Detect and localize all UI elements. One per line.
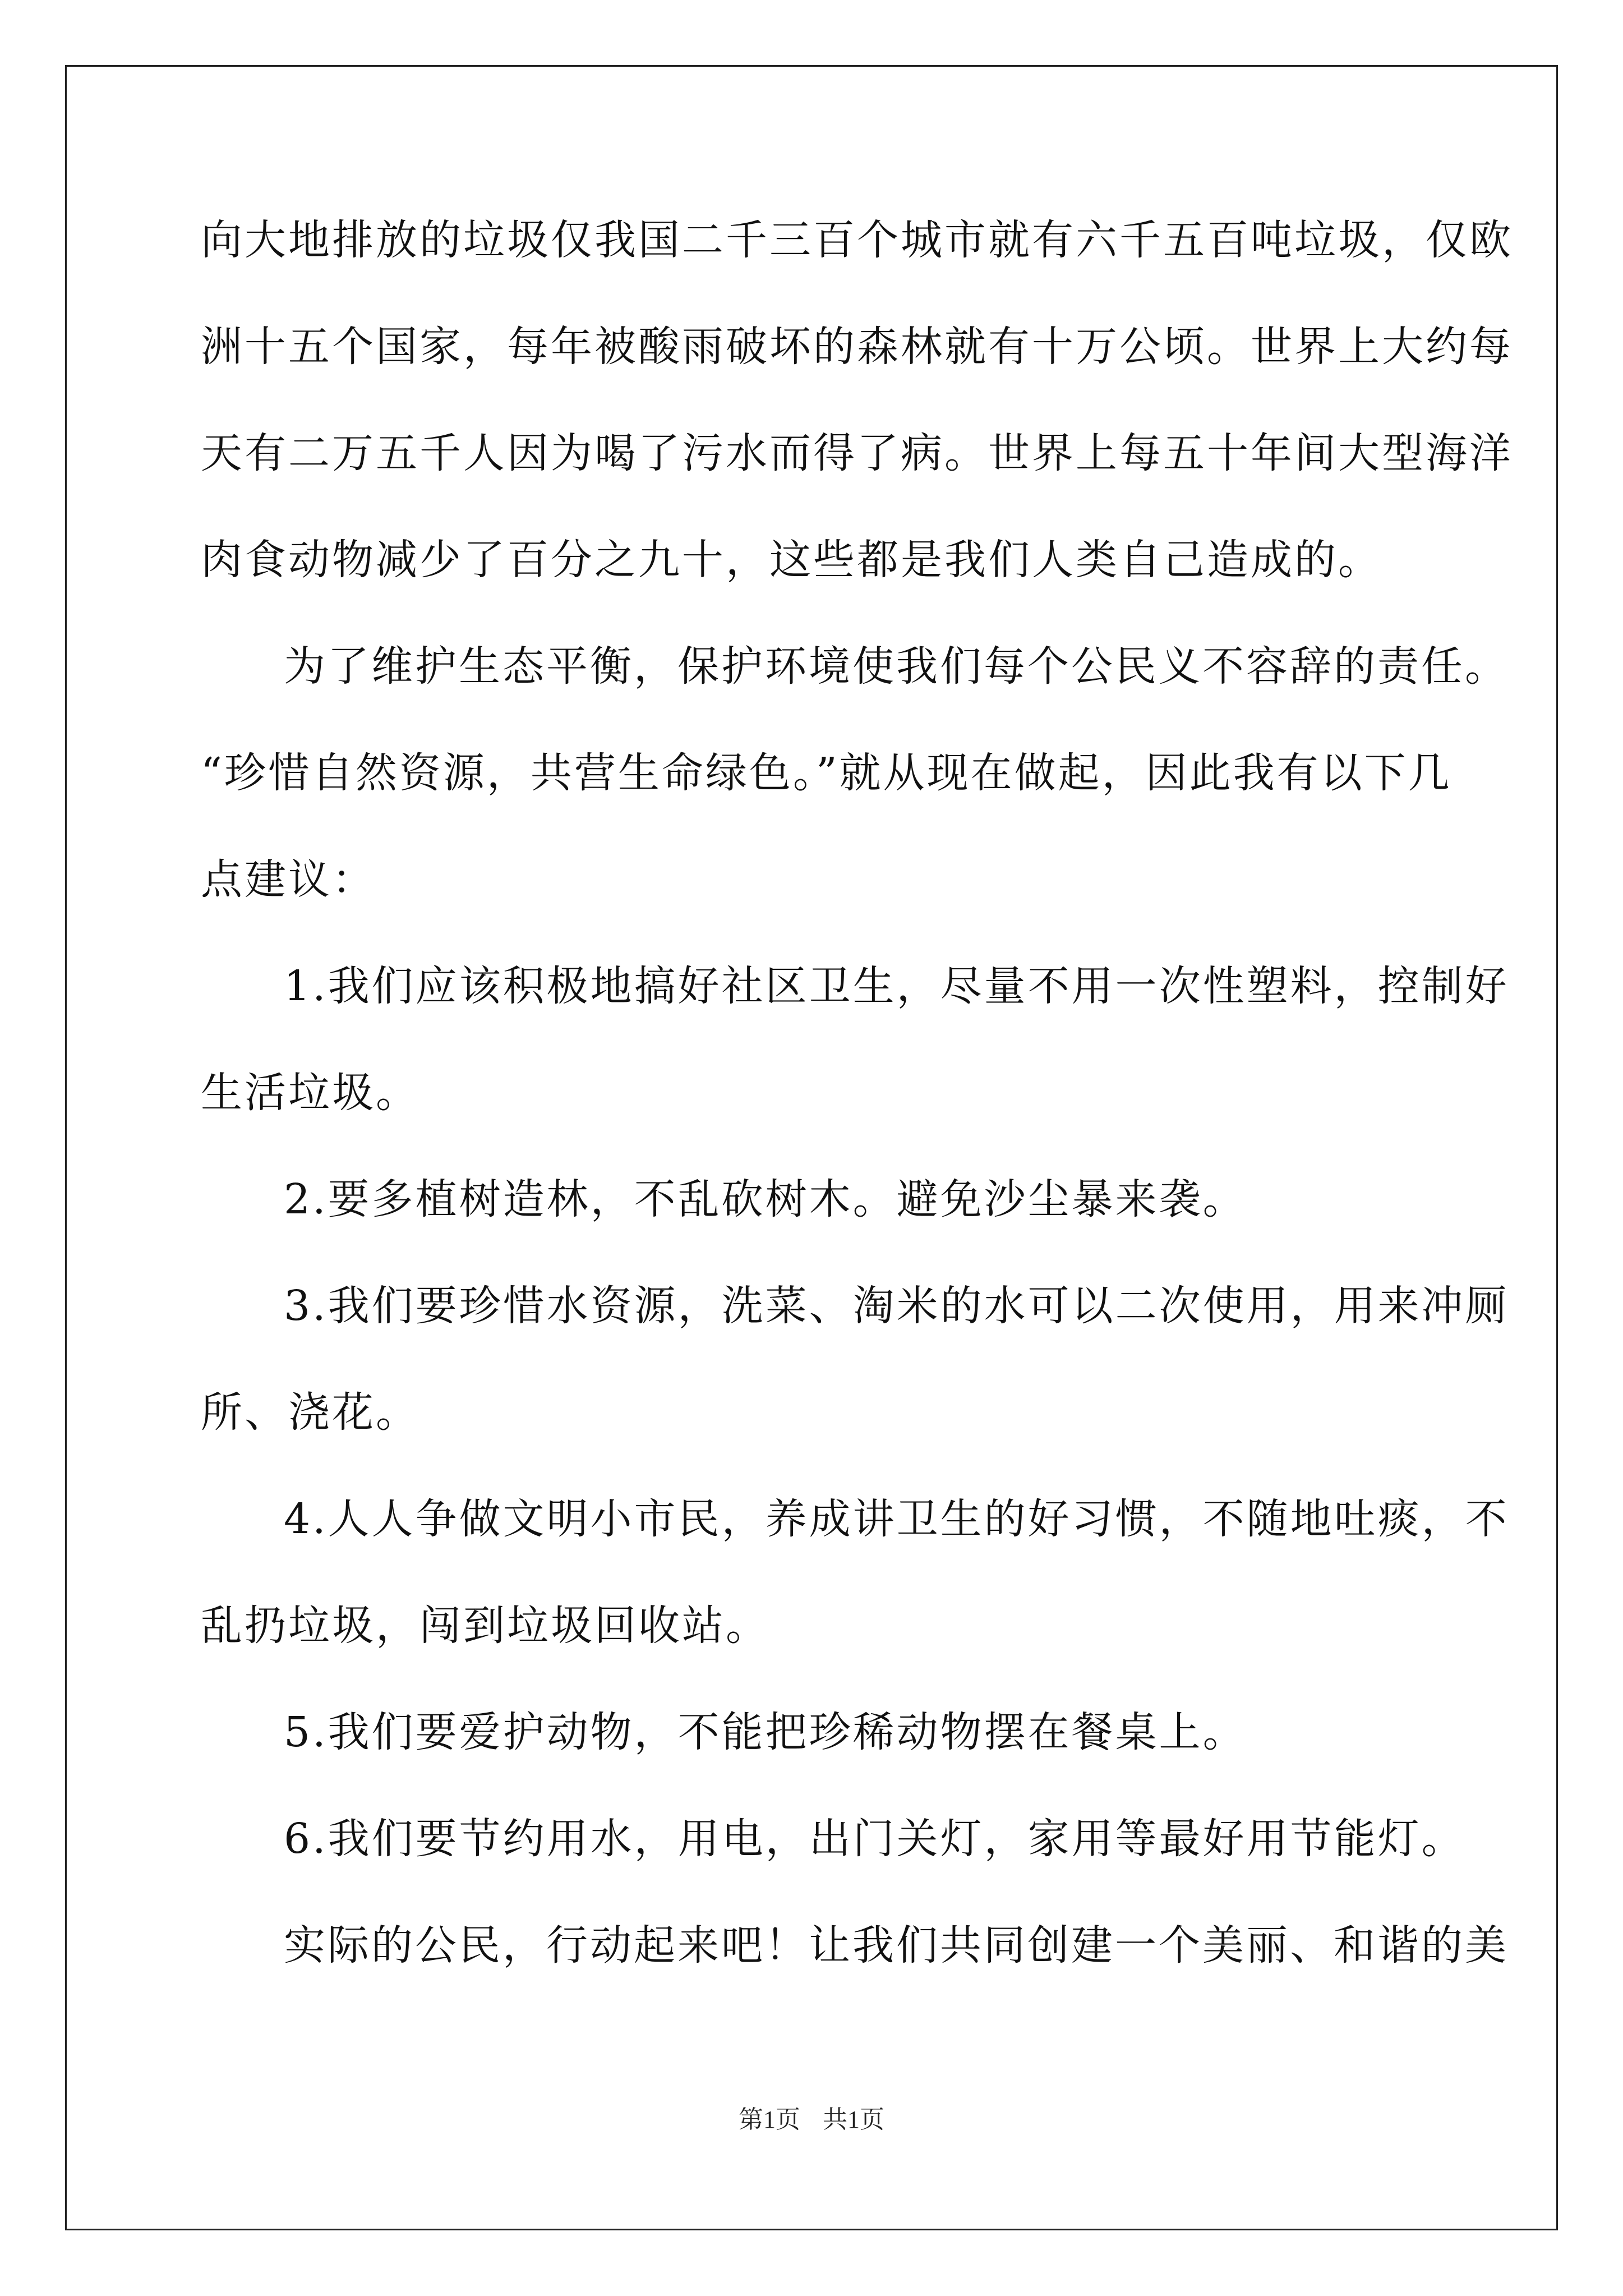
page-number: 第1页 <box>739 2106 800 2133</box>
paragraph-start-line: 实际的公民，行动起来吧！让我们共同创建一个美丽、和谐的美 <box>284 1921 1509 1970</box>
text-line: 点建议： <box>201 855 376 904</box>
text-line: 所、浇花。 <box>201 1388 419 1437</box>
text-line: 向大地排放的垃圾仅我国二千三百个城市就有六千五百吨垃圾，仅欧 <box>201 216 1513 264</box>
list-item-line: 3.我们要珍惜水资源，洗菜、淘米的水可以二次使用，用来冲厕 <box>284 1282 1509 1330</box>
page-footer <box>0 2099 1623 2135</box>
paragraph-start-line: 为了维护生态平衡，保护环境使我们每个公民义不容辞的责任。 <box>284 642 1509 691</box>
document-body <box>201 213 1513 1972</box>
page-total: 共1页 <box>823 2106 884 2133</box>
text-line: 生活垃圾。 <box>201 1069 419 1117</box>
list-item-line: 2.要多植树造林，不乱砍树木。避免沙尘暴来袭。 <box>284 1175 1247 1223</box>
text-line: “珍惜自然资源，共营生命绿色。”就从现在做起，因此我有以下几 <box>201 749 1452 797</box>
list-item-line: 4.人人争做文明小市民，养成讲卫生的好习惯，不随地吐痰，不 <box>284 1495 1509 1543</box>
list-item-line: 1.我们应该积极地搞好社区卫生，尽量不用一次性塑料，控制好 <box>284 962 1509 1010</box>
text-line: 洲十五个国家，每年被酸雨破坏的森林就有十万公顷。世界上大约每 <box>201 323 1513 371</box>
list-item-line: 5.我们要爱护动物，不能把珍稀动物摆在餐桌上。 <box>284 1708 1247 1756</box>
text-line: 乱扔垃圾，闯到垃圾回收站。 <box>201 1602 769 1650</box>
text-line: 肉食动物减少了百分之九十，这些都是我们人类自己造成的。 <box>201 536 1382 584</box>
list-item-line: 6.我们要节约用水，用电，出门关灯，家用等最好用节能灯。 <box>284 1815 1465 1863</box>
text-line: 天有二万五千人因为喝了污水而得了病。世界上每五十年间大型海洋 <box>201 429 1513 477</box>
